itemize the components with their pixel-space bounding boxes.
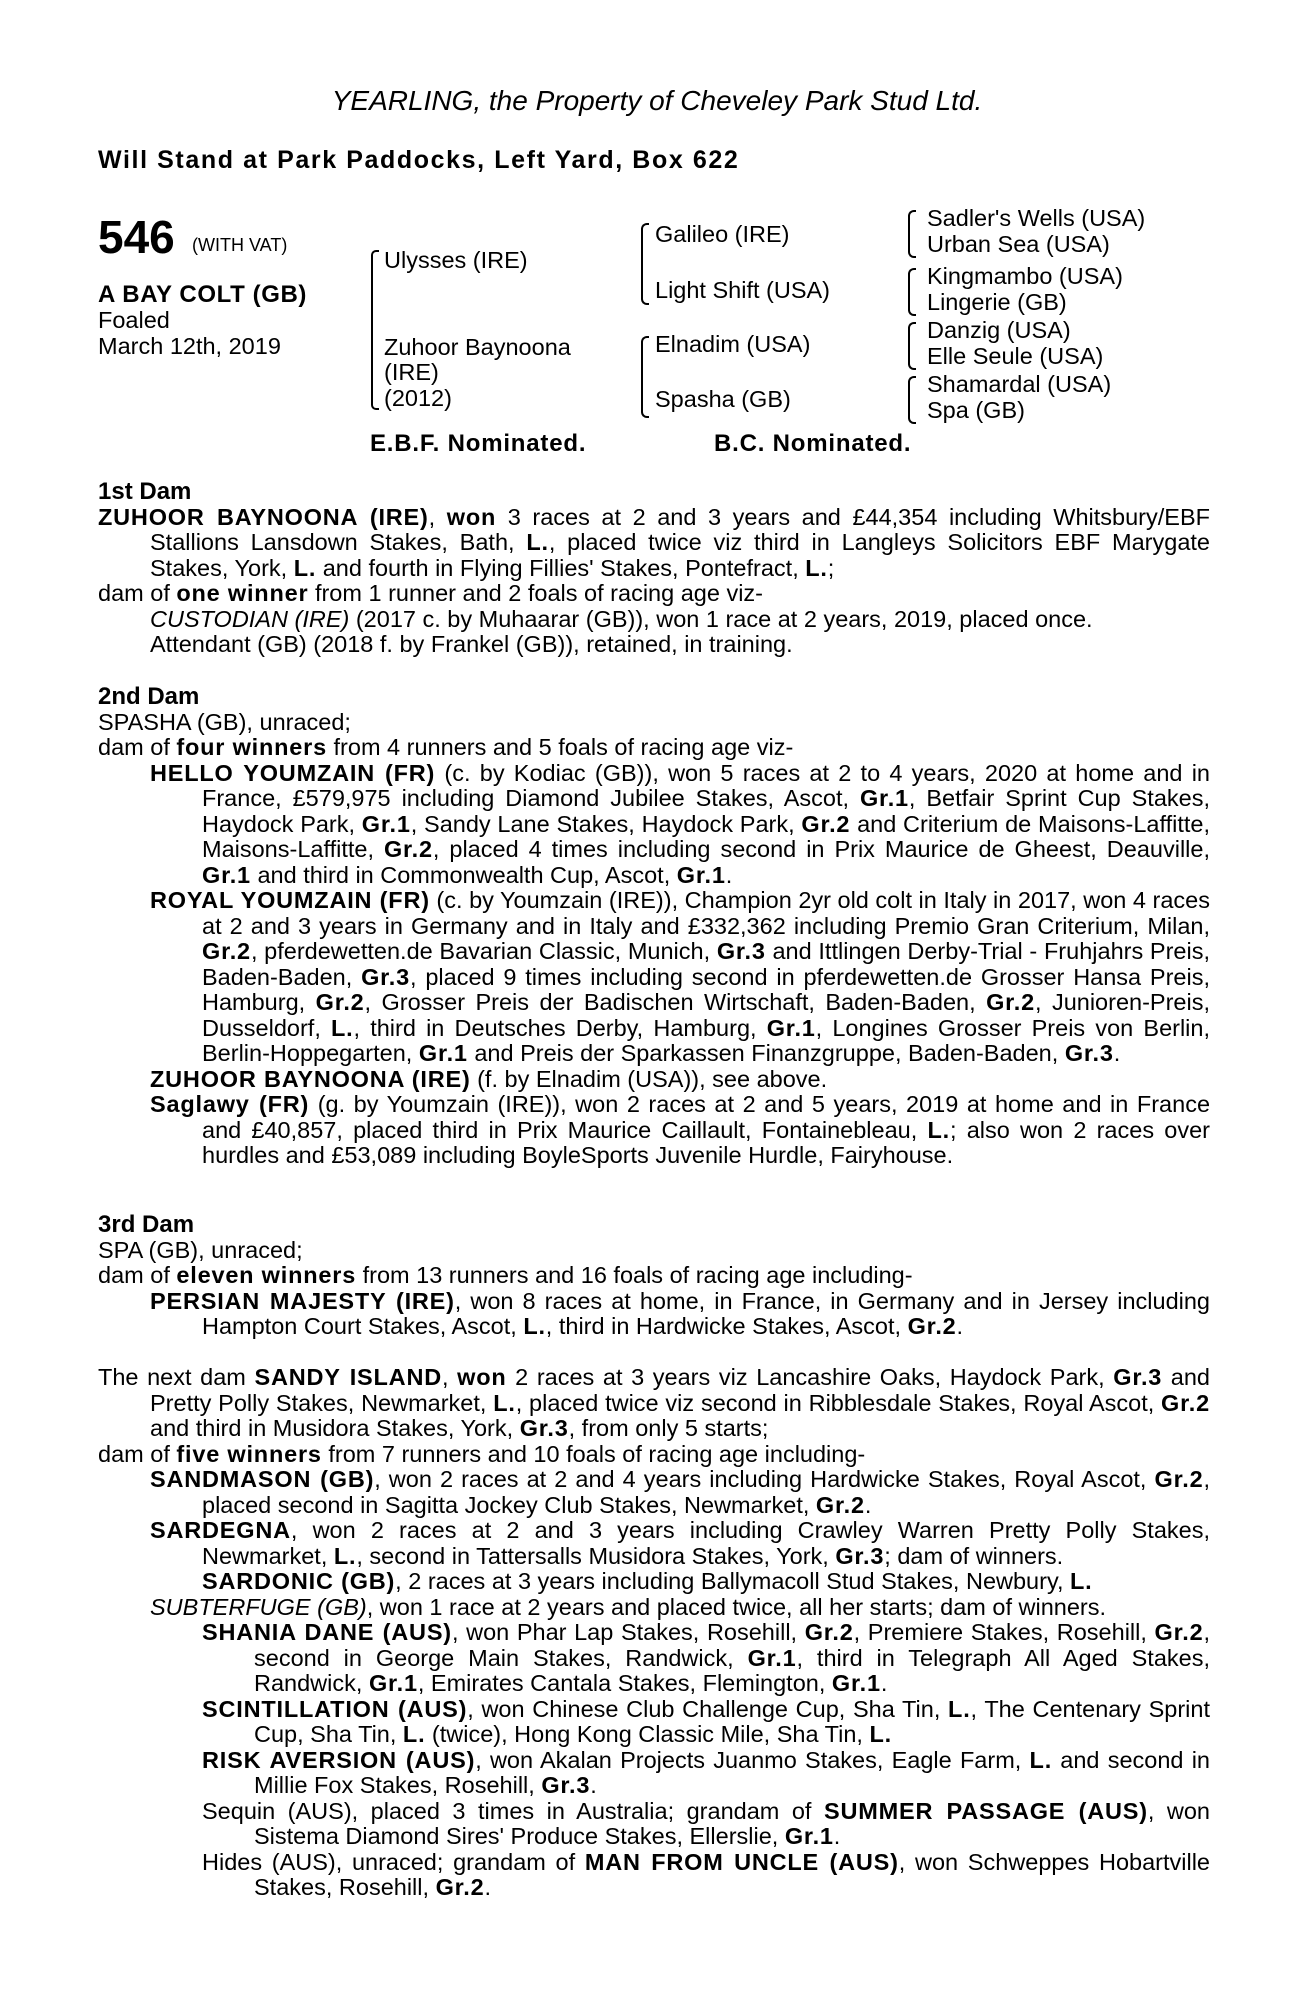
pedigree-dam-line3: (2012): [384, 385, 452, 411]
progeny-entry: Hides (AUS), unraced; grandam of MAN FROM UNCLE (AUS), won Schweppes Hobartville Stakes, Rosehill, Gr.2.: [202, 1848, 1210, 1900]
pedigree-brace: [908, 376, 916, 424]
first-dam-produce: dam of one winner from 1 runner and 2 foals of racing age viz-: [98, 580, 763, 606]
lot-number: 546: [98, 211, 175, 263]
progeny-entry: RISK AVERSION (AUS), won Akalan Projects Juanmo Stakes, Eagle Farm, L. and second in Millie Fox Stakes, Rosehill, Gr.3.: [202, 1746, 1210, 1798]
progeny-entry: ZUHOOR BAYNOONA (IRE) (f. by Elnadim (USA)), see above.: [150, 1065, 828, 1092]
pedigree-dss: Danzig (USA): [927, 317, 1071, 343]
pedigree-sds: Kingmambo (USA): [927, 263, 1123, 289]
progeny-entry: SARDONIC (GB), 2 races at 3 years including Ballymacoll Stud Stakes, Newbury, L.: [202, 1568, 1093, 1594]
pedigree-dam-sire: Elnadim (USA): [655, 331, 811, 357]
pedigree-dam-dam: Spasha (GB): [655, 386, 791, 412]
progeny-entry: CUSTODIAN (IRE) (2017 c. by Muhaarar (GB)), won 1 race at 2 years, 2019, placed once.: [150, 605, 1093, 632]
next-dam-entry: The next dam SANDY ISLAND, won 2 races at 3 years viz Lancashire Oaks, Haydock Park, Gr.3 and Pretty Polly Stakes, Newmarket, L., placed twice viz second in Ribblesdale Stakes, Royal Ascot, Gr.2 and third in Musidora Stakes, York, Gr.3, from only 5 starts;: [98, 1364, 1211, 1441]
progeny-entry: Saglawy (FR) (g. by Youmzain (IRE)), won 2 races at 2 and 5 years, 2019 at home and in France and £40,857, placed third in Prix Maurice Caillault, Fontainebleau, L.; also won 2 races over hurdles and £53,089 including BoyleSports Juvenile Hurdle, Fairyhouse.: [150, 1091, 1211, 1168]
pedigree-sire: Ulysses (IRE): [384, 247, 528, 273]
progeny-entry: SUBTERFUGE (GB), won 1 race at 2 years and placed twice, all her starts; dam of winners.: [150, 1593, 1107, 1620]
third-dam-section: [98, 1212, 1210, 1340]
progeny-entry: SANDMASON (GB), won 2 races at 2 and 4 years including Hardwicke Stakes, Royal Ascot, Gr.2, placed second in Sagitta Jockey Club Stakes, Newmarket, Gr.2.: [150, 1466, 1210, 1518]
pedigree-sdd: Lingerie (GB): [927, 289, 1067, 315]
next-dam-section: [98, 1365, 1210, 1901]
pedigree-sire-dam: Light Shift (USA): [655, 277, 831, 303]
progeny-entry: PERSIAN MAJESTY (IRE), won 8 races at home, in France, in Germany and in Jersey including Hampton Court Stakes, Ascot, L., third in Hardwicke Stakes, Ascot, Gr.2.: [150, 1287, 1211, 1339]
lot-vat-note: (WITH VAT): [192, 235, 288, 255]
second-dam-heading: 2nd Dam: [98, 683, 200, 710]
pedigree-brace: [641, 336, 649, 418]
pedigree-brace: [908, 210, 916, 258]
ebf-nominated: E.B.F. Nominated.: [370, 430, 587, 457]
progeny-entry: SCINTILLATION (AUS), won Chinese Club Challenge Cup, Sha Tin, L., The Centenary Sprint Cup, Sha Tin, L. (twice), Hong Kong Classic Mile, Sha Tin, L.: [202, 1695, 1210, 1747]
pedigree-dam-line2: (IRE): [384, 359, 439, 385]
pedigree-dds: Shamardal (USA): [927, 371, 1112, 397]
second-dam-produce: dam of four winners from 4 runners and 5 foals of racing age viz-: [98, 734, 794, 760]
pedigree-brace: [908, 322, 916, 370]
progeny-entry: SARDEGNA, won 2 races at 2 and 3 years including Crawley Warren Pretty Polly Stakes, Newmarket, L., second in Tattersalls Musidora Stakes, York, Gr.3; dam of winners.: [150, 1517, 1210, 1569]
catalogue-title: YEARLING, the Property of Cheveley Park Stud Ltd.: [331, 85, 983, 116]
progeny-entry: ROYAL YOUMZAIN (FR) (c. by Youmzain (IRE)), Champion 2yr old colt in Italy in 2017, won 4 races at 2 and 3 years in Germany and in Italy and £332,362 including Premio Gran Criterium, Milan, Gr.2, pferdewetten.de Bavarian Classic, Munich, Gr.3 and Ittlingen Derby-Trial - Fruhjahrs Preis, Baden-Baden, Gr.3, placed 9 times including second in pferdewetten.de Grosser Hansa Preis, Hamburg, Gr.2, Grosser Preis der Badischen Wirtschaft, Baden-Baden, Gr.2, Junioren-Preis, Dusseldorf, L., third in Deutsches Derby, Hamburg, Gr.1, Longines Grosser Preis von Berlin, Berlin-Hoppegarten, Gr.1 and Preis der Sparkassen Finanzgruppe, Baden-Baden, Gr.3.: [150, 887, 1210, 1066]
third-dam-produce: dam of eleven winners from 13 runners and 16 foals of racing age including-: [98, 1262, 913, 1288]
stand-location: Will Stand at Park Paddocks, Left Yard, Box 622: [98, 146, 740, 174]
progeny-entry: Sequin (AUS), placed 3 times in Australia; grandam of SUMMER PASSAGE (AUS), won Sistema Diamond Sires' Produce Stakes, Ellerslie, Gr.1.: [202, 1797, 1211, 1849]
third-dam-heading: 3rd Dam: [98, 1211, 195, 1238]
lot-name: A BAY COLT (GB): [98, 281, 308, 308]
dam-name: ZUHOOR BAYNOONA (IRE): [98, 503, 429, 530]
first-dam-heading: 1st Dam: [98, 478, 192, 505]
progeny-entry: Attendant (GB) (2018 f. by Frankel (GB)), retained, in training.: [150, 631, 793, 657]
next-dam-produce: dam of five winners from 7 runners and 10 foals of racing age including-: [98, 1440, 866, 1467]
pedigree-brace: [641, 223, 649, 305]
bc-nominated: B.C. Nominated.: [714, 430, 912, 457]
pedigree-ssd: Urban Sea (USA): [927, 231, 1110, 257]
foaled-date: March 12th, 2019: [98, 333, 281, 359]
progeny-entry: HELLO YOUMZAIN (FR) (c. by Kodiac (GB)), won 5 races at 2 to 4 years, 2020 at home and in France, £579,975 including Diamond Jubilee Stakes, Ascot, Gr.1, Betfair Sprint Cup Stakes, Haydock Park, Gr.1, Sandy Lane Stakes, Haydock Park, Gr.2 and Criterium de Maisons-Laffitte, Maisons-Laffitte, Gr.2, placed 4 times including second in Prix Maurice de Gheest, Deauville, Gr.1 and third in Commonwealth Cup, Ascot, Gr.1.: [150, 759, 1211, 888]
pedigree-dam-line1: Zuhoor Baynoona: [384, 334, 571, 360]
pedigree-brace: [908, 268, 916, 316]
pedigree-brace: [371, 250, 379, 410]
second-dam-section: [98, 684, 1210, 1169]
pedigree-ddd: Spa (GB): [927, 397, 1025, 423]
second-dam-line: SPASHA (GB), unraced;: [98, 708, 351, 735]
third-dam-line: SPA (GB), unraced;: [98, 1236, 303, 1263]
progeny-entry: SHANIA DANE (AUS), won Phar Lap Stakes, Rosehill, Gr.2, Premiere Stakes, Rosehill, Gr.2, second in George Main Stakes, Randwick, Gr.1, third in Telegraph All Aged Stakes, Randwick, Gr.1, Emirates Cantala Stakes, Flemington, Gr.1.: [202, 1619, 1210, 1696]
pedigree-sire-sire: Galileo (IRE): [655, 221, 790, 247]
pedigree-dsd: Elle Seule (USA): [927, 343, 1104, 369]
first-dam-section: [98, 479, 1210, 658]
first-dam-entry: ZUHOOR BAYNOONA (IRE), won 3 races at 2 and 3 years and £44,354 including Whitsbury/EBF Stallions Lansdown Stakes, Bath, L., placed twice viz third in Langleys Solicitors EBF Marygate Stakes, York, L. and fourth in Flying Fillies' Stakes, Pontefract, L.;: [98, 503, 1210, 581]
foaled-label: Foaled: [98, 307, 170, 333]
pedigree-sss: Sadler's Wells (USA): [927, 205, 1146, 231]
